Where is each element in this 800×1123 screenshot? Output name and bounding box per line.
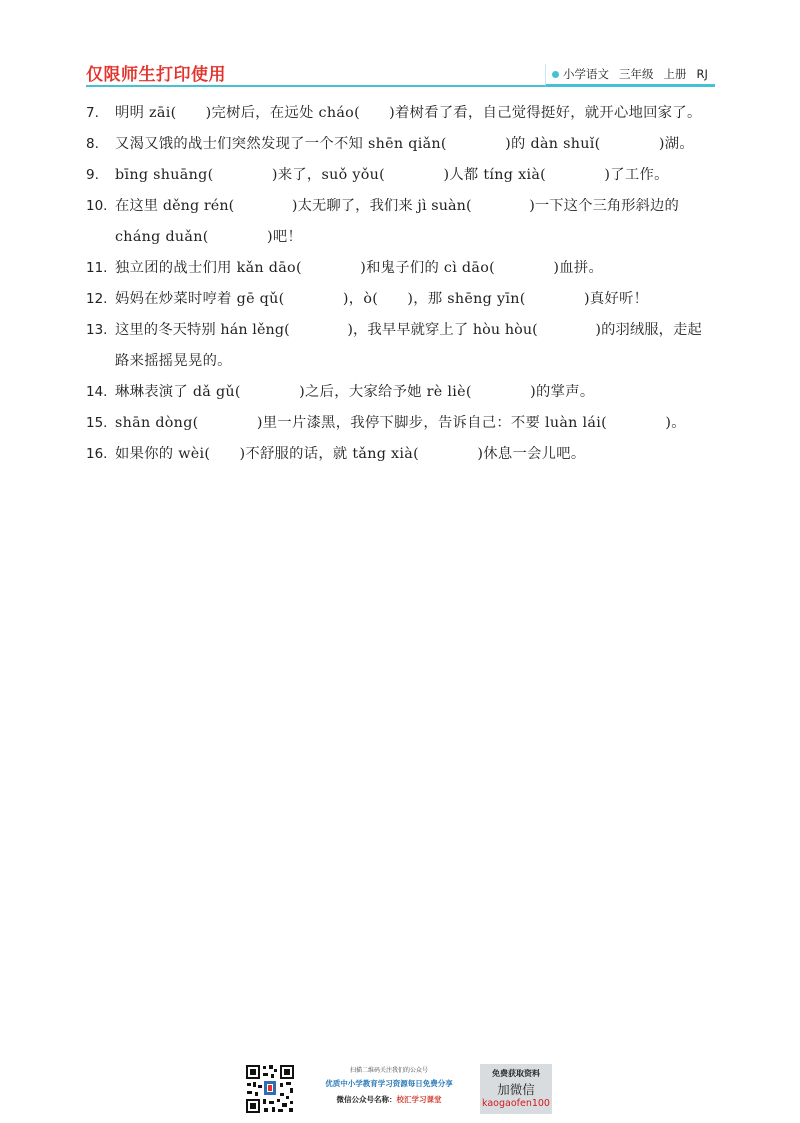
question-item — [86, 191, 726, 222]
question-text: 妈妈在炒菜时哼着 gē qǔ( )，ò( )，那 shēng yīn( )真好听！ — [115, 291, 649, 307]
account-name: 校汇学习课堂 — [396, 1095, 442, 1104]
promo-slogan: 优质中小学教育学习资源每日免费分享 — [325, 1079, 453, 1088]
question-number: 14. — [86, 384, 108, 400]
question-item — [86, 129, 726, 160]
header-rule — [86, 85, 545, 87]
question-number: 11. — [86, 260, 108, 276]
question-text: shān dòng( )里一片漆黑，我停下脚步，告诉自己：不要 luàn lái( )。 — [115, 415, 686, 431]
question-text: cháng duǎn( )吧！ — [115, 229, 303, 245]
subject-tab — [545, 64, 715, 87]
question-number: 13. — [86, 322, 108, 338]
question-item — [86, 253, 726, 284]
question-text: 如果你的 wèi( )不舒服的话，就 tǎng xià( )休息一会儿吧。 — [115, 446, 586, 462]
question-number: 9. — [86, 167, 99, 183]
wechat-box-id: kaogaofen100 — [482, 1098, 550, 1109]
question-text: 路来摇摇晃晃的。 — [115, 353, 232, 369]
question-item — [86, 408, 726, 439]
question-item — [86, 439, 726, 470]
print-watermark: 仅限师生打印使用 — [86, 65, 226, 85]
wechat-box-action: 加微信 — [497, 1082, 535, 1097]
question-item — [86, 284, 726, 315]
question-text: 又渴又饿的战士们突然发现了一个不知 shēn qiǎn( )的 dàn shuǐ( )湖。 — [115, 136, 694, 152]
qr-code-icon — [244, 1063, 296, 1115]
account-line — [304, 1094, 474, 1105]
question-number: 16. — [86, 446, 108, 462]
promo-text-block — [304, 1063, 474, 1105]
bullet-dot-icon — [552, 71, 559, 78]
question-number: 10. — [86, 198, 108, 214]
question-text: 琳琳表演了 dǎ gǔ( )之后，大家给予她 rè liè( )的掌声。 — [115, 384, 595, 400]
volume-label: 上册 — [663, 67, 687, 81]
account-label: 微信公众号名称： — [336, 1095, 397, 1104]
question-continuation — [86, 222, 726, 253]
wechat-box — [480, 1064, 552, 1114]
question-text: 在这里 děng rén( )太无聊了，我们来 jì suàn( )一下这个三角形斜边的 — [115, 198, 679, 214]
question-item — [86, 160, 726, 191]
promo-footer — [244, 1063, 564, 1118]
question-text: 独立团的战士们用 kǎn dāo( )和鬼子们的 cì dāo( )血拼。 — [115, 260, 604, 276]
question-number: 15. — [86, 415, 108, 431]
question-text: 这里的冬天特别 hán lěng( )，我早早就穿上了 hòu hòu( )的羽绒服，走起 — [115, 322, 702, 338]
wechat-box-title: 免费获取资料 — [492, 1069, 540, 1078]
question-number: 7. — [86, 105, 99, 121]
question-number: 12. — [86, 291, 108, 307]
question-text: 明明 zāi( )完树后，在远处 cháo( )着树看了看，自己觉得挺好，就开心地回家了。 — [115, 105, 702, 121]
grade-label: 三年级 — [619, 67, 654, 81]
subject-label: 小学语文 — [563, 67, 609, 81]
question-item — [86, 315, 726, 346]
question-list — [86, 98, 726, 470]
question-number: 8. — [86, 136, 99, 152]
edition-label: RJ — [696, 67, 708, 81]
scan-instruction: 扫描二维码关注我们的公众号 — [349, 1067, 428, 1074]
question-text: bīng shuāng( )来了，suǒ yǒu( )人都 tíng xià( )了工作。 — [115, 167, 669, 183]
question-item — [86, 377, 726, 408]
question-item — [86, 98, 726, 129]
question-continuation — [86, 346, 726, 377]
